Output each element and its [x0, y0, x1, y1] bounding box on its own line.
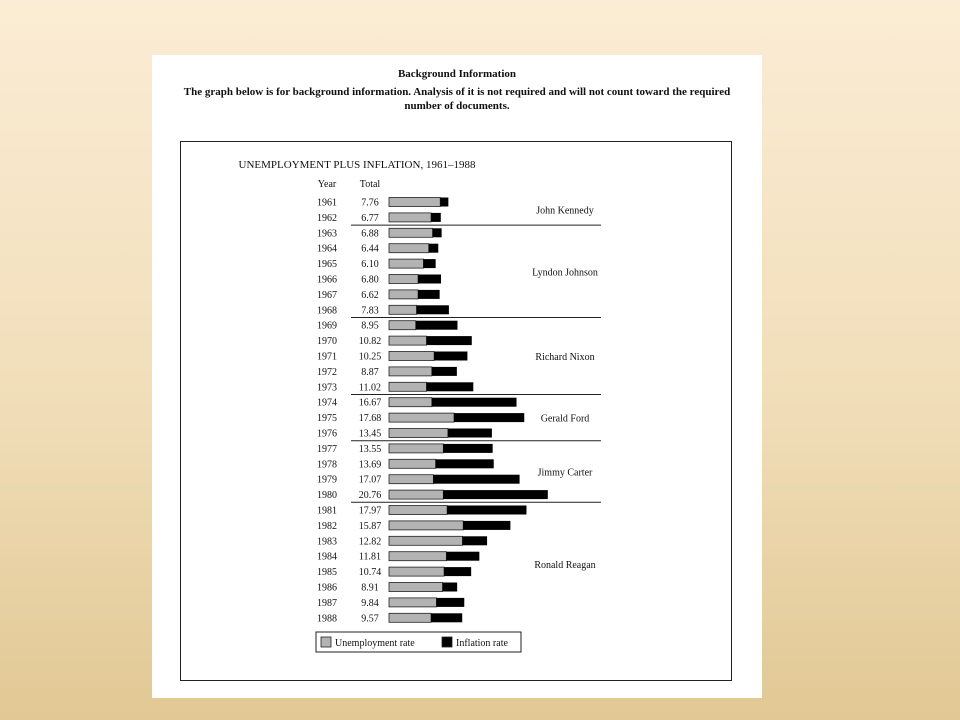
year-label: 1983 [317, 536, 337, 548]
total-label: 12.82 [358, 536, 382, 548]
president-labels [532, 206, 598, 571]
bar-unemployment [389, 352, 434, 361]
total-label: 10.74 [358, 567, 382, 579]
legend-label-inflation: Inflation rate [456, 638, 508, 649]
total-label: 9.57 [361, 613, 379, 625]
bar-inflation [418, 275, 441, 284]
year-label: 1976 [317, 428, 337, 440]
bar-inflation [454, 413, 524, 422]
president-label: Jimmy Carter [537, 467, 593, 479]
bar-inflation [416, 321, 458, 330]
column-header-total: Total [359, 179, 381, 190]
bar-unemployment [389, 536, 462, 545]
total-label: 17.68 [358, 413, 382, 425]
bar-inflation [446, 552, 479, 561]
bar-unemployment [389, 275, 418, 284]
year-label: 1975 [317, 413, 337, 425]
total-label: 9.84 [361, 597, 379, 609]
year-label: 1973 [317, 382, 337, 394]
bar-unemployment [389, 490, 443, 499]
total-label: 8.91 [361, 582, 379, 594]
bar-unemployment [389, 336, 426, 345]
year-label: 1980 [317, 490, 337, 502]
total-label: 6.88 [361, 228, 379, 240]
bar-inflation [440, 198, 448, 207]
year-label: 1967 [317, 289, 337, 301]
president-label: Richard Nixon [535, 352, 595, 363]
bar-unemployment [389, 290, 418, 299]
total-label: 6.80 [361, 274, 379, 286]
total-label: 6.62 [361, 289, 379, 301]
bar-inflation [426, 336, 471, 345]
year-label: 1961 [317, 197, 337, 209]
bar-unemployment [389, 521, 463, 530]
bar-inflation [418, 290, 440, 299]
bar-inflation [436, 459, 494, 468]
legend [316, 632, 521, 652]
year-label: 1979 [317, 474, 337, 486]
total-label: 6.44 [361, 243, 379, 255]
year-label: 1977 [317, 443, 337, 455]
bar-inflation [443, 490, 547, 499]
bar-unemployment [389, 321, 416, 330]
legend-swatch-unemployment [321, 637, 331, 647]
bar-unemployment [389, 413, 454, 422]
bar-unemployment [389, 382, 426, 391]
bar-inflation [431, 613, 462, 622]
total-label: 17.97 [358, 505, 382, 517]
year-label: 1981 [317, 505, 337, 517]
background-note: The graph below is for background information. Analysis of it is not required and will not count toward the required number of documents. [183, 86, 731, 112]
bar-inflation [462, 536, 487, 545]
bar-unemployment [389, 567, 444, 576]
total-label: 7.76 [361, 197, 379, 209]
bar-unemployment [389, 213, 431, 222]
total-label: 17.07 [358, 474, 382, 486]
year-label: 1962 [317, 212, 337, 224]
bar-inflation [443, 444, 492, 453]
chart-rows [317, 198, 548, 625]
total-label: 15.87 [358, 520, 382, 532]
year-label: 1987 [317, 597, 337, 609]
total-label: 16.67 [358, 397, 382, 409]
document-card [152, 55, 762, 698]
year-label: 1971 [317, 351, 337, 363]
background-title: Background Information [397, 68, 517, 80]
bar-unemployment [389, 367, 432, 376]
year-label: 1985 [317, 567, 337, 579]
total-label: 6.10 [361, 259, 379, 271]
bar-inflation [444, 567, 471, 576]
bar-inflation [433, 475, 519, 484]
year-label: 1968 [317, 305, 337, 317]
year-label: 1972 [317, 366, 337, 378]
chart [181, 142, 733, 682]
bar-inflation [426, 382, 473, 391]
total-label: 10.82 [358, 336, 382, 348]
bar-inflation [436, 598, 464, 607]
bar-unemployment [389, 459, 436, 468]
chart-frame [180, 141, 732, 681]
year-label: 1965 [317, 259, 337, 271]
bar-unemployment [389, 475, 433, 484]
year-label: 1988 [317, 613, 337, 625]
bar-unemployment [389, 244, 429, 253]
total-label: 13.45 [358, 428, 382, 440]
year-label: 1982 [317, 520, 337, 532]
year-label: 1986 [317, 582, 337, 594]
year-label: 1970 [317, 336, 337, 348]
year-label: 1964 [317, 243, 337, 255]
bar-unemployment [389, 198, 440, 207]
president-label: Ronald Reagan [534, 559, 596, 571]
bar-inflation [417, 305, 449, 314]
bar-inflation [432, 398, 517, 407]
legend-swatch-inflation [442, 637, 452, 647]
bar-inflation [429, 244, 438, 253]
total-label: 11.81 [358, 551, 382, 563]
year-label: 1963 [317, 228, 337, 240]
year-label: 1974 [317, 397, 337, 409]
total-label: 13.69 [358, 459, 382, 471]
bar-unemployment [389, 552, 446, 561]
bar-unemployment [389, 228, 433, 237]
legend-label-unemployment: Unemployment rate [335, 638, 415, 649]
total-label: 11.02 [358, 382, 382, 394]
bar-inflation [463, 521, 510, 530]
bar-inflation [448, 429, 492, 438]
year-label: 1984 [317, 551, 337, 563]
bar-inflation [447, 506, 526, 515]
chart-title: UNEMPLOYMENT PLUS INFLATION, 1961–1988 [238, 159, 476, 171]
bar-unemployment [389, 506, 447, 515]
total-label: 8.87 [361, 366, 379, 378]
bar-inflation [432, 367, 457, 376]
bar-unemployment [389, 613, 431, 622]
bar-unemployment [389, 444, 443, 453]
bar-inflation [434, 352, 467, 361]
column-header-year: Year [317, 179, 337, 190]
total-label: 6.77 [361, 212, 379, 224]
bar-inflation [433, 228, 442, 237]
total-label: 7.83 [361, 305, 379, 317]
bar-unemployment [389, 259, 423, 268]
bar-unemployment [389, 429, 448, 438]
bar-inflation [423, 259, 435, 268]
total-label: 20.76 [358, 490, 382, 502]
president-label: Gerald Ford [540, 413, 590, 425]
president-label: John Kennedy [536, 205, 594, 217]
total-label: 13.55 [358, 443, 382, 455]
bar-unemployment [389, 398, 432, 407]
bar-inflation [443, 583, 458, 592]
total-label: 10.25 [358, 351, 382, 363]
total-label: 8.95 [361, 320, 379, 332]
president-label: Lyndon Johnson [532, 267, 598, 279]
year-label: 1969 [317, 320, 337, 332]
bar-unemployment [389, 305, 417, 314]
year-label: 1978 [317, 459, 337, 471]
bar-unemployment [389, 583, 443, 592]
year-label: 1966 [317, 274, 337, 286]
bar-inflation [431, 213, 441, 222]
bar-unemployment [389, 598, 436, 607]
